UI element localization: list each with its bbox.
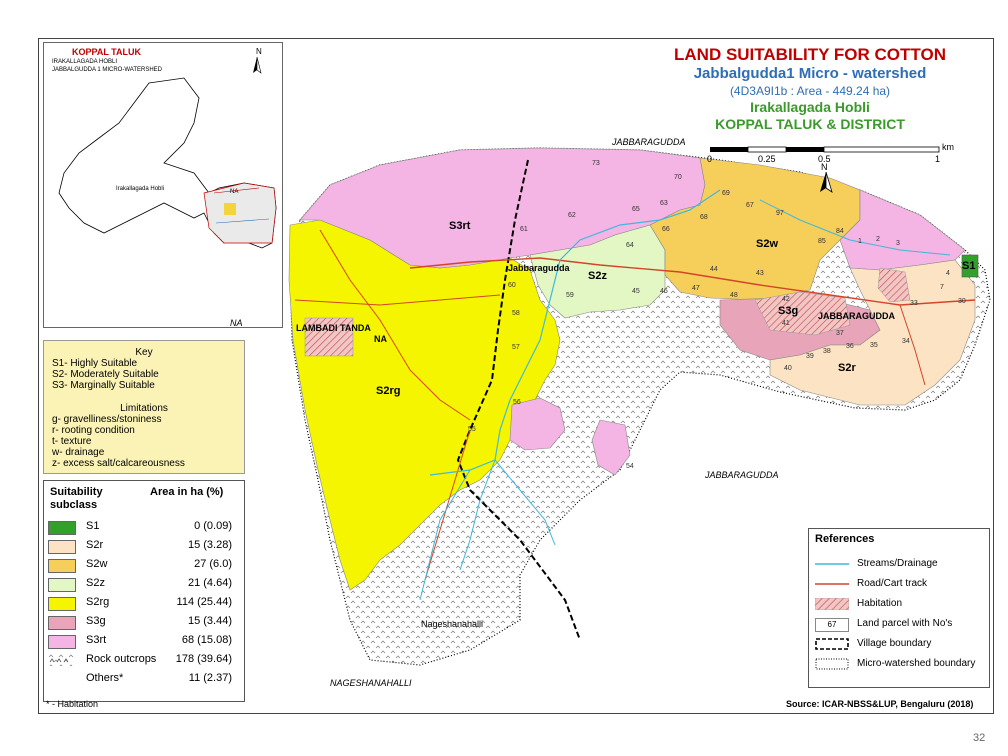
map-title: LAND SUITABILITY FOR COTTON <box>674 45 946 64</box>
zone-label-s2r: S2r <box>838 362 856 374</box>
label-jabbaragudda-right: JABBARAGUDDA <box>818 311 896 321</box>
key-class: S3- Marginally Suitable <box>52 380 155 391</box>
hobli-name: Irakallagada Hobli <box>750 99 870 115</box>
parcel-number: 66 <box>662 226 670 233</box>
zone-label-s3rt: S3rt <box>449 220 471 232</box>
taluk-district: KOPPAL TALUK & DISTRICT <box>715 116 905 132</box>
parcel-number: 45 <box>632 288 640 295</box>
legend-class: S2w <box>86 558 108 570</box>
road-line-icon <box>815 578 849 590</box>
legend-area: 114 (25.44) <box>176 596 232 608</box>
legend-area: 0 (0.09) <box>194 520 232 532</box>
parcel-number: 67 <box>746 202 754 209</box>
parcel-number: 70 <box>674 174 682 181</box>
references-heading: References <box>815 533 875 545</box>
parcel-number: 97 <box>776 210 784 217</box>
legend-area: 15 (3.28) <box>187 539 232 551</box>
inset-title: KOPPAL TALUK <box>72 47 141 57</box>
legend-row-s2r <box>48 538 240 554</box>
inset-north-icon <box>253 57 257 73</box>
scale-tick-0: 0 <box>707 154 713 164</box>
parcel-number: 69 <box>722 190 730 197</box>
inset-subtitle1: IRAKALLAGADA HOBLI <box>52 59 118 65</box>
legend-swatch <box>48 616 76 630</box>
legend-class: S2z <box>86 577 105 589</box>
ref-row-road <box>815 575 987 593</box>
legend-swatch <box>48 597 76 611</box>
parcel-number: 39 <box>806 353 814 360</box>
parcel-number: 34 <box>902 338 910 345</box>
legend-row-s1 <box>48 519 240 535</box>
parcel-number: 63 <box>660 200 668 207</box>
scale-tick-1: 1 <box>935 154 941 164</box>
scale-tick-025: 0.25 <box>758 154 776 164</box>
key-heading: Key <box>135 347 153 358</box>
legend-swatch <box>48 521 76 535</box>
stream-line-icon <box>815 558 849 570</box>
legend-area: 21 (4.64) <box>187 577 232 589</box>
parcel-number: 68 <box>700 214 708 221</box>
parcel-number: 2 <box>876 236 880 243</box>
inset-na-label: NA <box>230 189 239 195</box>
legend-col1: Suitability <box>50 486 103 498</box>
parcel-number: 36 <box>846 343 854 350</box>
legend-area: 15 (3.44) <box>187 615 232 627</box>
parcel-number: 44 <box>710 266 718 273</box>
key-box <box>43 340 245 474</box>
key-class: S1- Highly Suitable <box>52 358 138 369</box>
inset-hobli-label: Irakallagada Hobli <box>116 186 165 192</box>
legend-row-s3rt <box>48 633 240 649</box>
parcel-number: 54 <box>626 463 634 470</box>
key-limitation: r- rooting condition <box>52 425 135 436</box>
inset-taluk-outline <box>44 43 282 327</box>
hatch-icon <box>815 598 849 610</box>
key-limitation: g- gravelliness/stoniness <box>52 414 162 425</box>
legend-swatch <box>48 578 76 592</box>
ref-row-parcel <box>815 615 987 633</box>
legend-class: S3g <box>86 615 106 627</box>
ref-row-habitation <box>815 595 987 613</box>
parcel-number: 58 <box>512 310 520 317</box>
legend-area: 11 (2.37) <box>188 672 232 684</box>
parcel-number: 73 <box>592 160 600 167</box>
references-box <box>808 528 990 688</box>
ref-label: Streams/Drainage <box>857 558 938 569</box>
ref-row-watershed <box>815 655 987 673</box>
legend-swatch <box>48 559 76 573</box>
parcel-number: 35 <box>870 342 878 349</box>
legend-box <box>43 480 245 702</box>
legend-col1b: subclass <box>50 499 98 511</box>
inset-subtitle2: JABBALGUDDA 1 MICRO-WATERSHED <box>52 67 163 73</box>
ref-row-village <box>815 635 987 653</box>
zone-label-s2w: S2w <box>756 238 779 250</box>
parcel-number: 46 <box>660 288 668 295</box>
legend-row-others <box>48 671 240 687</box>
key-limitation: w- drainage <box>52 447 105 458</box>
parcel-number: 41 <box>782 320 790 327</box>
ref-label: Habitation <box>857 598 903 609</box>
parcel-number: 48 <box>730 292 738 299</box>
legend-class: Others* <box>86 672 124 684</box>
label-na-left: NA <box>230 318 243 328</box>
key-limitation: z- excess salt/calcareousness <box>52 458 185 469</box>
watershed-code-area: (4D3A9I1b : Area - 449.24 ha) <box>729 84 891 98</box>
legend-row-s2z <box>48 576 240 592</box>
ref-label: Village boundary <box>857 638 932 649</box>
parcel-number: 4 <box>946 270 950 277</box>
parcel-number: 38 <box>823 348 831 355</box>
parcel-number: 43 <box>756 270 764 277</box>
label-na-lambadi: NA <box>374 334 387 344</box>
zone-label-s3g: S3g <box>778 305 799 317</box>
label-lambadi-tanda: LAMBADI TANDA <box>296 323 371 333</box>
parcel-number: 60 <box>508 282 516 289</box>
parcel-number: 30 <box>958 298 966 305</box>
parcel-number: 65 <box>632 206 640 213</box>
ref-label: Road/Cart track <box>857 578 928 589</box>
inset-north-label: N <box>256 47 262 56</box>
parcel-number: 62 <box>568 212 576 219</box>
parcel-box-icon: 67 <box>815 618 849 632</box>
legend-row-rock <box>48 652 240 668</box>
parcel-number: 37 <box>836 330 844 337</box>
scale-bar <box>710 147 939 152</box>
parcel-number: 56 <box>513 399 521 406</box>
watershed-name: Jabbalgudda1 Micro - watershed <box>693 65 927 82</box>
legend-row-s3g <box>48 614 240 630</box>
legend-class: S1 <box>86 520 100 532</box>
legend-row-s2w <box>48 557 240 573</box>
title-block <box>640 45 980 133</box>
legend-area: 27 (6.0) <box>194 558 232 570</box>
legend-swatch <box>48 540 76 554</box>
label-jabbaragudda-top: JABBARAGUDDA <box>612 137 686 147</box>
legend-class: S2r <box>86 539 104 551</box>
legend-class: Rock outcrops <box>86 653 157 665</box>
parcel-number: 47 <box>692 285 700 292</box>
legend-col2: Area in ha (%) <box>150 486 224 498</box>
parcel-number: 7 <box>940 284 944 291</box>
parcel-number: 85 <box>818 238 826 245</box>
label-nageshanahalli: Nageshanahalli <box>421 619 484 629</box>
key-class: S2- Moderately Suitable <box>52 369 159 380</box>
ref-label: Micro-watershed boundary <box>857 658 976 669</box>
ref-row-streams <box>815 555 987 573</box>
dotted-box-icon <box>815 658 849 670</box>
key-limitation: t- texture <box>52 436 92 447</box>
scale-tick-05: 0.5 <box>818 154 831 164</box>
parcel-number: 57 <box>512 344 520 351</box>
legend-area: 178 (39.64) <box>175 653 232 665</box>
parcel-number: 33 <box>910 300 918 307</box>
parcel-number: 59 <box>566 292 574 299</box>
legend-swatch <box>48 635 76 649</box>
label-jabbaragudda-mid: Jabbaragudda <box>508 263 570 273</box>
legend-swatch-rock <box>48 654 74 666</box>
parcel-number: 61 <box>520 226 528 233</box>
ref-label: Land parcel with No's <box>857 618 953 629</box>
zone-label-s2rg: S2rg <box>376 385 401 397</box>
scale-unit: km <box>942 142 954 152</box>
north-label: N <box>821 162 828 172</box>
legend-footnote: * - Habitation <box>46 699 99 709</box>
parcel-number: 3 <box>896 240 900 247</box>
label-jabbaragudda-bottom: JABBARAGUDDA <box>705 470 779 480</box>
dashed-box-icon <box>815 638 849 650</box>
parcel-number: 1 <box>858 238 862 245</box>
page-number: 32 <box>973 732 986 744</box>
parcel-number: 84 <box>836 228 844 235</box>
source-credit: Source: ICAR-NBSS&LUP, Bengaluru (2018) <box>786 699 974 709</box>
label-nageshanahalli-bottom: NAGESHANAHALLI <box>330 678 412 688</box>
legend-area: 68 (15.08) <box>181 634 232 646</box>
parcel-number: 40 <box>784 365 792 372</box>
key-lim-heading: Limitations <box>120 403 168 414</box>
inset-map <box>43 42 283 328</box>
parcel-number: 64 <box>626 242 634 249</box>
zone-label-s1: S1 <box>962 260 976 272</box>
legend-class: S3rt <box>86 634 107 646</box>
parcel-number: 55 <box>468 426 476 433</box>
legend-row-s2rg <box>48 595 240 611</box>
legend-class: S2rg <box>86 596 110 608</box>
zone-label-s2z: S2z <box>588 270 607 282</box>
parcel-number: 42 <box>782 296 790 303</box>
